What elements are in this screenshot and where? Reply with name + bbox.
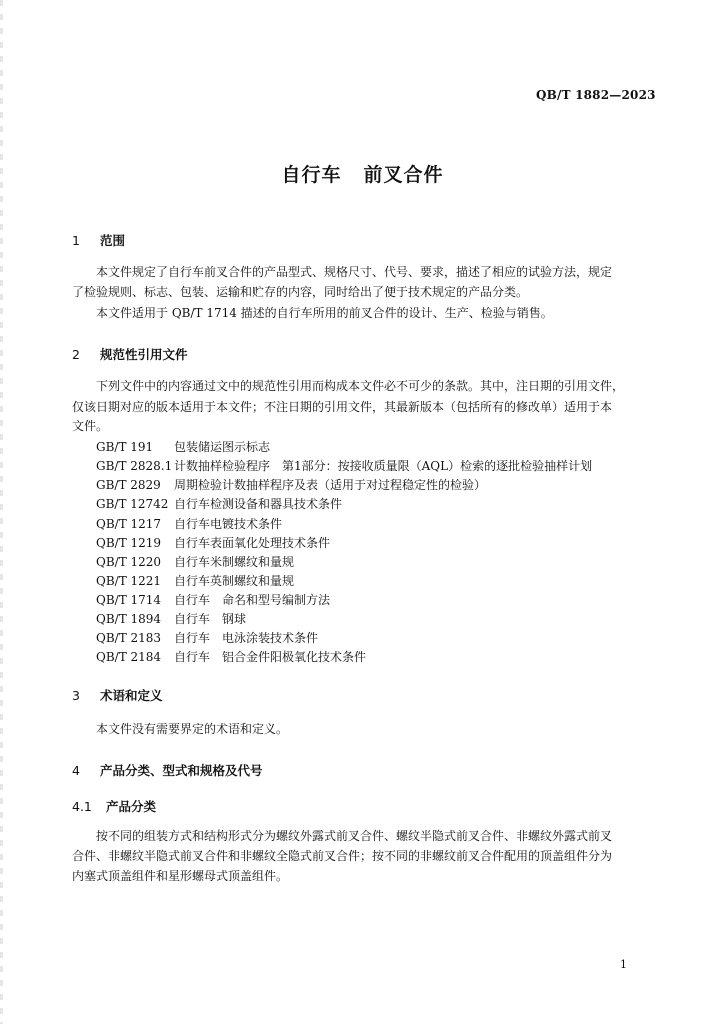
paragraph-line: 了检验规则、标志、包装、运输和贮存的内容，同时给出了便于技术规定的产品分类。 bbox=[72, 285, 529, 299]
paragraph-line: 仅该日期对应的版本适用于本文件；不注日期的引用文件，其最新版本（包括所有的修改单）适用于本 bbox=[72, 400, 613, 414]
normative-reference: GB/T 191 包装储运图示标志 bbox=[96, 440, 271, 454]
paragraph-line: 本文件没有需要界定的术语和定义。 bbox=[96, 722, 289, 736]
section-4-1-heading bbox=[72, 797, 156, 815]
normative-reference: GB/T 2829 周期检验计数抽样程序及表（适用于对过程稳定性的检验） bbox=[96, 478, 487, 492]
section-number: 4.1 bbox=[72, 799, 92, 814]
normative-reference: QB/T 1894 自行车 钢球 bbox=[96, 612, 247, 626]
title-part-2: 前叉合件 bbox=[363, 164, 444, 186]
section-title: 产品分类 bbox=[106, 799, 157, 814]
section-number: 2 bbox=[72, 347, 80, 362]
section-title: 规范性引用文件 bbox=[100, 347, 188, 362]
page-edge-marks bbox=[0, 0, 3, 1024]
standard-number: QB/T 1882—2023 bbox=[536, 88, 656, 102]
normative-reference: QB/T 1219 自行车表面氧化处理技术条件 bbox=[96, 536, 331, 550]
document-title bbox=[0, 160, 725, 187]
title-part-1: 自行车 bbox=[281, 164, 342, 186]
section-title: 范围 bbox=[100, 233, 126, 248]
paragraph-line: 合件、非螺纹半隐式前叉合件和非螺纹全隐式前叉合件；按不同的非螺纹前叉合件配用的顶盖组件分为 bbox=[72, 849, 613, 863]
normative-reference: QB/T 2184 自行车 铝合金件阳极氧化技术条件 bbox=[96, 650, 367, 664]
normative-reference: QB/T 1714 自行车 命名和型号编制方法 bbox=[96, 593, 331, 607]
section-2-heading bbox=[72, 345, 188, 363]
normative-reference: QB/T 1220 自行车米制螺纹和量规 bbox=[96, 555, 295, 569]
paragraph-line: 下列文件中的内容通过文中的规范性引用而构成本文件必不可少的条款。其中，注日期的引用文件， bbox=[96, 379, 625, 393]
paragraph-line: 内塞式顶盖组件和星形螺母式顶盖组件。 bbox=[72, 869, 289, 883]
normative-reference: GB/T 2828.1 计数抽样检验程序 第1部分：按接收质量限（AQL）检索的逐批检验抽样计划 bbox=[96, 459, 593, 473]
section-4-heading bbox=[72, 761, 263, 779]
section-number: 1 bbox=[72, 233, 80, 248]
paragraph-line: 文件。 bbox=[72, 419, 109, 433]
paragraph-line: 本文件适用于 QB/T 1714 描述的自行车所用的前叉合件的设计、生产、检验与销售。 bbox=[96, 306, 553, 320]
section-title: 术语和定义 bbox=[100, 688, 163, 703]
section-number: 4 bbox=[72, 763, 80, 778]
section-3-heading bbox=[72, 686, 163, 704]
normative-reference: QB/T 1217 自行车电镀技术条件 bbox=[96, 517, 283, 531]
section-title: 产品分类、型式和规格及代号 bbox=[100, 763, 263, 778]
page-number: 1 bbox=[620, 958, 627, 971]
section-number: 3 bbox=[72, 688, 80, 703]
paragraph-line: 按不同的组装方式和结构形式分为螺纹外露式前叉合件、螺纹半隐式前叉合件、非螺纹外露式前叉 bbox=[96, 829, 613, 843]
normative-reference: GB/T 12742 自行车检测设备和器具技术条件 bbox=[96, 497, 343, 511]
normative-reference: QB/T 1221 自行车英制螺纹和量规 bbox=[96, 574, 295, 588]
paragraph-line: 本文件规定了自行车前叉合件的产品型式、规格尺寸、代号、要求，描述了相应的试验方法，规定 bbox=[96, 265, 613, 279]
normative-reference: QB/T 2183 自行车 电泳涂装技术条件 bbox=[96, 631, 319, 645]
section-1-heading bbox=[72, 231, 125, 249]
